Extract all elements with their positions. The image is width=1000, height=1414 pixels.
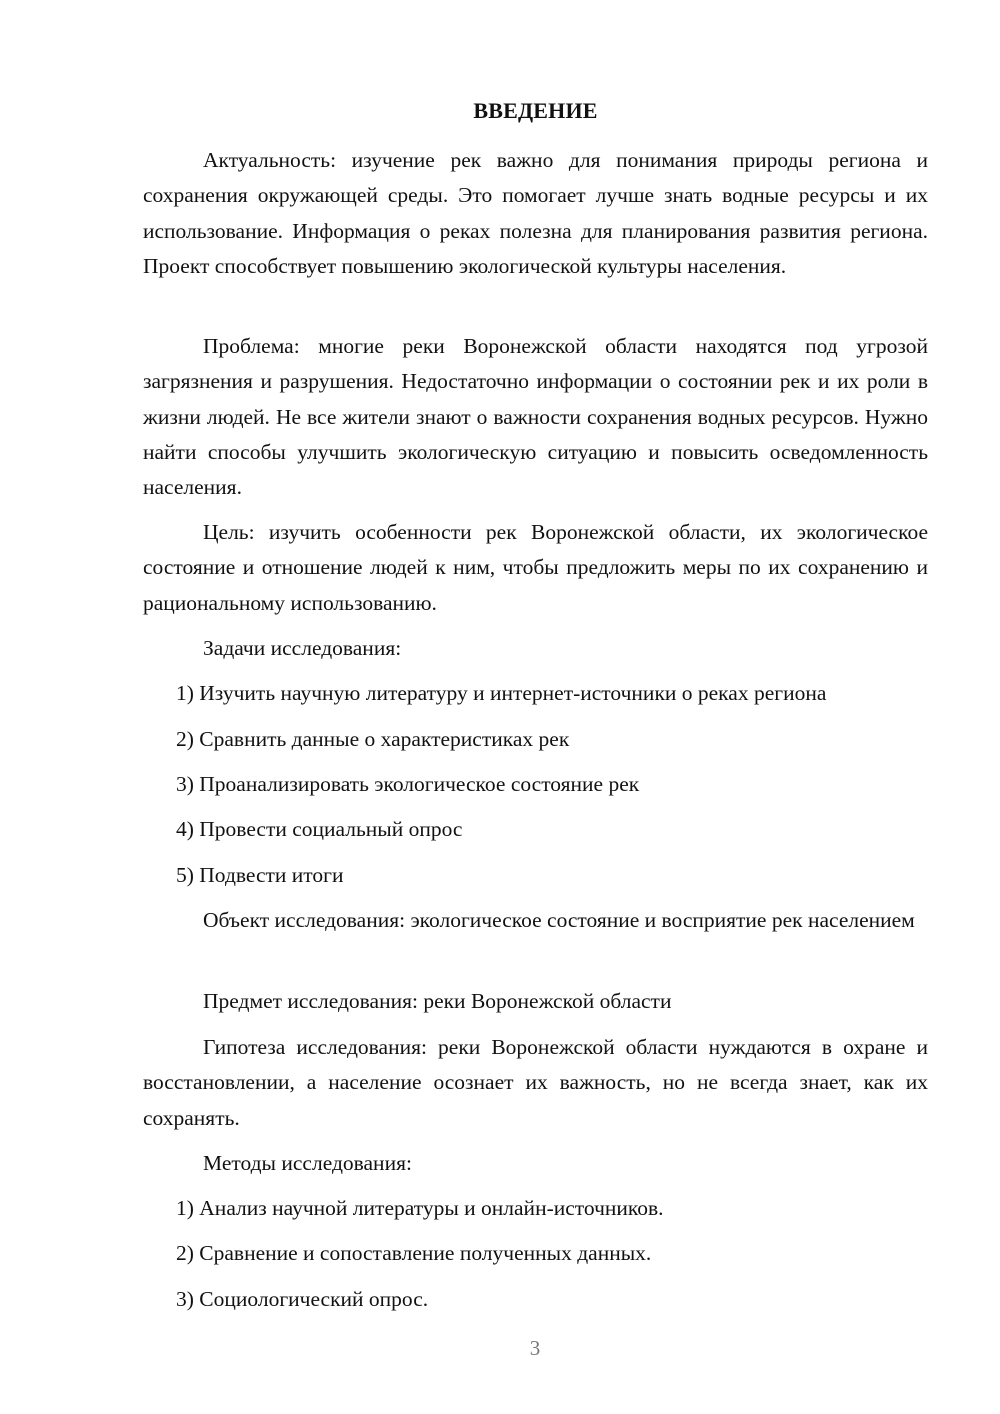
methods-label: Методы исследования: — [203, 1151, 412, 1175]
tasks-label: Задачи исследования: — [203, 636, 402, 660]
method-item-2: 2) Сравнение и сопоставление полученных данных. — [176, 1241, 652, 1265]
problem-paragraph: Проблема: многие реки Воронежской области находятся под угрозой загрязнения и разрушения. Недостаточно информации о состоянии рек и их роли в жизни людей. Не все жители знают о важности сохранения водных ресурсов. Нужно найти способы улучшить экологическую ситуацию и повысить осведомленность населения. — [143, 334, 928, 500]
task-item-2: 2) Сравнить данные о характеристиках рек — [176, 727, 570, 751]
goal-paragraph: Цель: изучить особенности рек Воронежской области, их экологическое состояние и отношение людей к ним, чтобы предложить меры по их сохранению и рациональному использованию. — [143, 520, 928, 615]
subject-paragraph: Предмет исследования: реки Воронежской области — [203, 989, 672, 1013]
hypothesis-paragraph: Гипотеза исследования: реки Воронежской области нуждаются в охране и восстановлении, а население осознает их важность, но не всегда знает, как их сохранять. — [143, 1035, 928, 1130]
task-item-5: 5) Подвести итоги — [176, 863, 344, 887]
task-item-3: 3) Проанализировать экологическое состояние рек — [176, 772, 640, 796]
method-item-1: 1) Анализ научной литературы и онлайн-источников. — [176, 1196, 664, 1220]
task-item-1: 1) Изучить научную литературу и интернет-источники о реках региона — [176, 681, 827, 705]
page-number: 3 — [529, 1336, 541, 1360]
relevance-paragraph: Актуальность: изучение рек важно для понимания природы региона и сохранения окружающей среды. Это помогает лучше знать водные ресурсы и их использование. Информация о реках полезна для планирования развития региона. Проект способствует повышению экологической культуры населения. — [143, 148, 928, 278]
section-heading: ВВЕДЕНИЕ — [473, 98, 598, 123]
object-paragraph: Объект исследования: экологическое состояние и восприятие рек населением — [203, 908, 915, 932]
method-item-3: 3) Социологический опрос. — [176, 1287, 429, 1311]
task-item-4: 4) Провести социальный опрос — [176, 817, 463, 841]
